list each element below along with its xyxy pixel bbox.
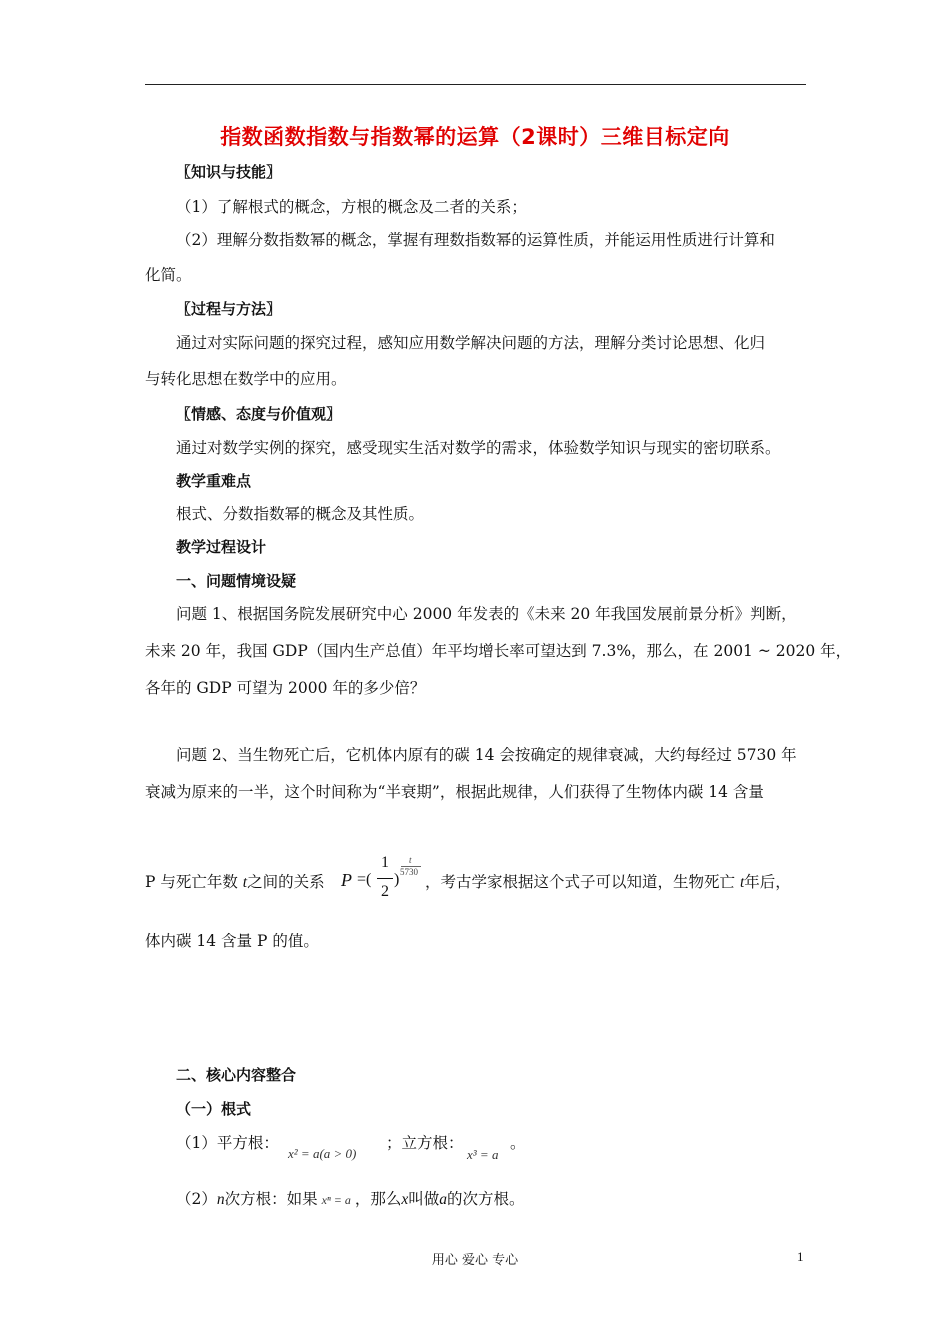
square-root-formula: x² = a(a > 0) [288, 1146, 357, 1161]
question2-text-cont: 衰减为原来的一半，这个时间称为“半衰期”，根据此规律，人们获得了生物体内碳 14 含量 [145, 783, 764, 801]
emotion-text: 通过对数学实例的探究，感受现实生活对数学的需求，体验数学知识与现实的密切联系。 [176, 439, 781, 457]
decay-formula-numerator: 1 [381, 854, 389, 871]
q2-text-d: 年后， [744, 873, 791, 891]
design-heading: 教学过程设计 [176, 538, 267, 556]
decay-formula-eq: =( [357, 871, 372, 888]
nth-root-prefix: （2） [176, 1190, 217, 1208]
q2-text-c: ，考古学家根据这个式子可以知道，生物死亡 [425, 873, 736, 891]
key-points-heading: 教学重难点 [176, 472, 252, 490]
q2-text-a: P 与死亡年数 [145, 873, 238, 891]
decay-exponent-denominator: 5730 [400, 867, 418, 877]
decay-formula-close: ) [394, 871, 400, 888]
question2-relation-line [145, 871, 325, 894]
nth-root-text-d: 的次方根。 [447, 1190, 525, 1208]
process-text-cont: 与转化思想在数学中的应用。 [145, 370, 347, 388]
key-points-text: 根式、分数指数幂的概念及其性质。 [176, 505, 425, 523]
decay-formula-P: P [341, 870, 352, 890]
knowledge-item-2: （2）理解分数指数幂的概念，掌握有理数指数幂的运算性质，并能运用性质进行计算和 [176, 231, 775, 249]
nth-root-var-a: a [439, 1191, 448, 1208]
square-root-label: （1）平方根： [176, 1134, 279, 1152]
knowledge-heading: 〖知识与技能〗 [176, 163, 282, 181]
q2-var-t: t [242, 874, 248, 891]
decay-formula-fraction-bar [377, 878, 393, 879]
emotion-heading: 〖情感、态度与价值观〗 [176, 405, 342, 423]
process-heading: 〖过程与方法〗 [176, 300, 282, 318]
nth-root-text-c: 叫做 [408, 1190, 440, 1208]
knowledge-item-2-cont: 化简。 [145, 266, 192, 284]
nth-root-formula: xⁿ = a [321, 1193, 351, 1207]
sub1-heading: （一）根式 [176, 1100, 252, 1118]
cube-root-end: 。 [510, 1134, 526, 1152]
part2-heading: 二、核心内容整合 [176, 1066, 297, 1084]
page-title: 指数函数指数与指数幂的运算（2课时）三维目标定向 [220, 125, 730, 149]
decay-exponent-numerator: t [409, 855, 412, 865]
nth-root-var-n: n [216, 1191, 225, 1208]
nth-root-text-a: 次方根：如果 [224, 1190, 318, 1208]
header-rule [145, 84, 806, 85]
cube-root-formula: x³ = a [467, 1147, 499, 1162]
question1-text-end: 各年的 GDP 可望为 2000 年的多少倍？ [145, 679, 426, 697]
knowledge-item-1: （1）了解根式的概念，方根的概念及二者的关系； [176, 198, 527, 216]
q2-text-b: 之间的关系 [247, 873, 325, 891]
decay-formula-denominator: 2 [381, 883, 389, 900]
footer-motto: 用心 爱心 专心 [431, 1253, 519, 1268]
question2-text-end: 体内碳 14 含量 P 的值。 [145, 932, 319, 950]
cube-root-label: ；立方根： [386, 1134, 464, 1152]
process-text: 通过对实际问题的探究过程，感知应用数学解决问题的方法，理解分类讨论思想、化归 [176, 334, 766, 352]
question2-text: 问题 2、当生物死亡后，它机体内原有的碳 14 会按确定的规律衰减，大约每经过 5730 年 [176, 746, 797, 764]
question1-text-cont: 未来 20 年，我国 GDP（国内生产总值）年平均增长率可望达到 7.3%，那么，在 2001 ~ 2020 年， [145, 642, 852, 660]
q2-var-t-2: t [739, 874, 745, 891]
question1-text: 问题 1、根据国务院发展研究中心 2000 年发表的《未来 20 年我国发展前景分析》判断， [176, 605, 797, 623]
nth-root-var-x: x [401, 1191, 409, 1208]
page-number: 1 [797, 1249, 804, 1264]
part1-heading: 一、问题情境设疑 [176, 572, 297, 590]
nth-root-line [176, 1188, 525, 1211]
nth-root-text-b: ，那么 [354, 1190, 402, 1208]
question2-relation-line-end [425, 871, 791, 894]
